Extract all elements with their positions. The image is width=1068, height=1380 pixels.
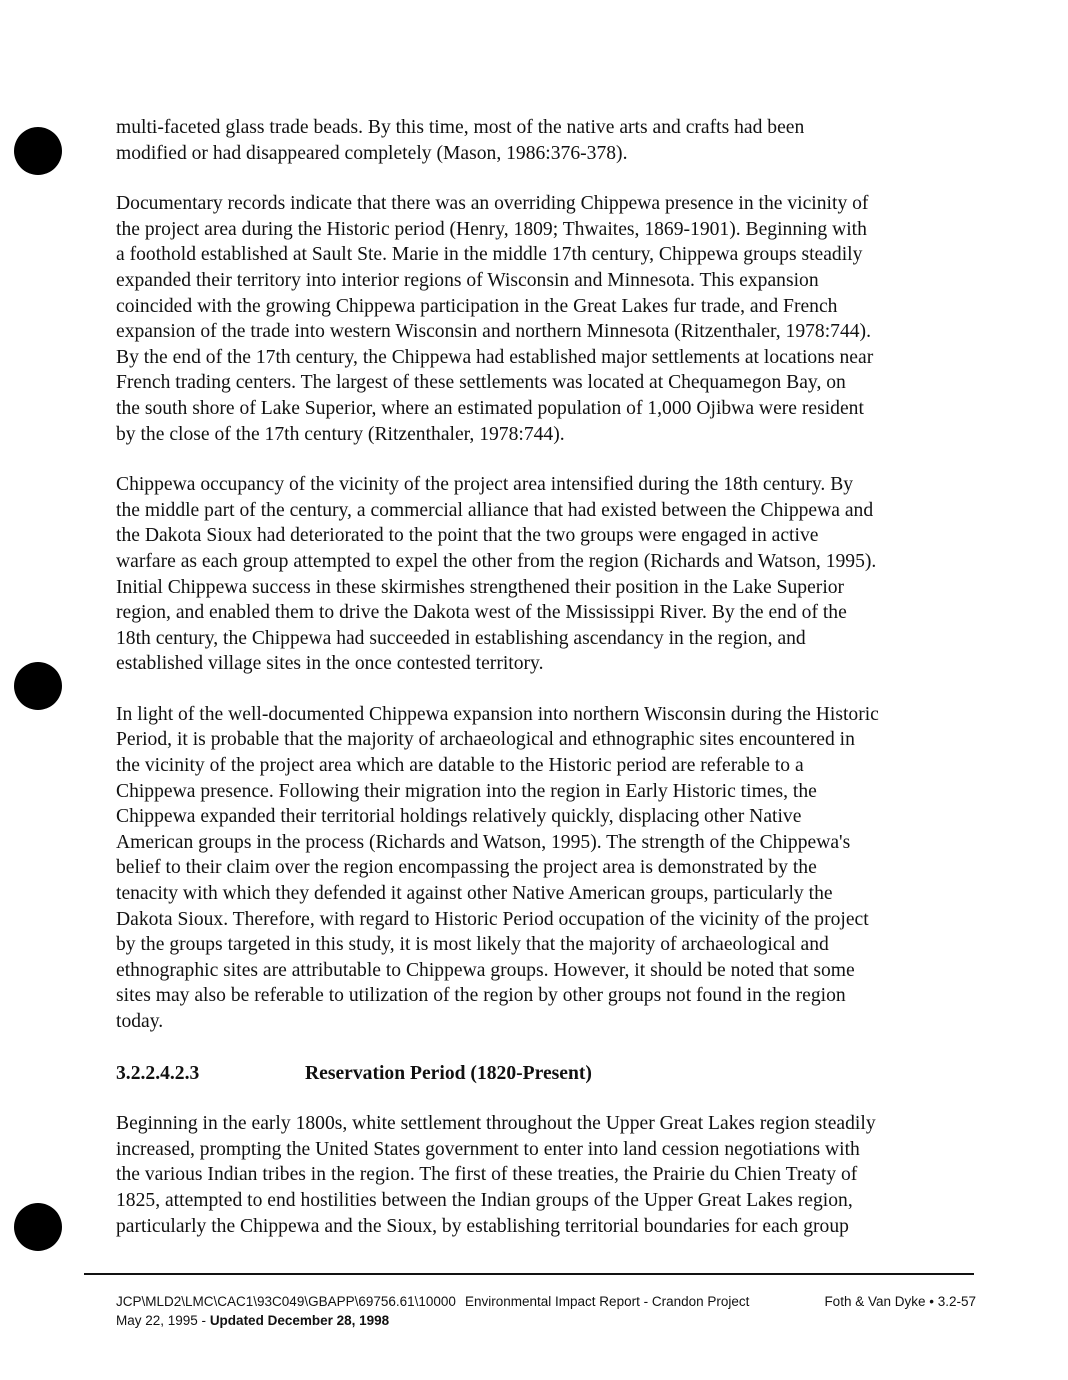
footer-file-path: JCP\MLD2\LMC\CAC1\93C049\GBAPP\69756.61\10000 [116, 1294, 456, 1309]
section-number: 3.2.2.4.2.3 [116, 1062, 200, 1084]
footer-date-original: May 22, 1995 - [116, 1313, 210, 1328]
footer-date [116, 1311, 976, 1330]
page-footer [116, 1292, 976, 1330]
paragraph: multi-faceted glass trade beads. By this time, most of the native arts and crafts had been modified or had disappeared completely (Mason, 1986:376-378). [116, 117, 805, 164]
paragraph: Beginning in the early 1800s, white settlement throughout the Upper Great Lakes region steadily increased, prompting the United States government to enter into land cession negotiations with the various Indian tribes in the region. The first of these treaties, the Prairie du Chien Treaty of 1825, attempted to end hostilities between the Indian groups of the Upper Great Lakes region, particularly the Chippewa and the Sioux, by establishing territorial boundaries for each group [116, 1113, 876, 1237]
footer-page-number: Foth & Van Dyke • 3.2-57 [824, 1294, 976, 1309]
punch-hole [14, 662, 62, 710]
punch-hole [14, 127, 62, 175]
footer-date-updated: Updated December 28, 1998 [209, 1313, 390, 1328]
punch-hole [14, 1203, 62, 1251]
section-title: Reservation Period (1820-Present) [305, 1062, 592, 1084]
page-body [116, 115, 948, 1239]
footer-report-title: Environmental Impact Report - Crandon Project [465, 1294, 750, 1309]
section-heading [116, 1061, 948, 1087]
paragraph: Chippewa occupancy of the vicinity of the project area intensified during the 18th century. By the middle part of the century, a commercial alliance that had existed between the Chippewa and the Dakota Sioux had deteriorated to the point that the two groups were engaged in active warfare as each group attempted to expel the other from the region (Richards and Watson, 1995). Initial Chippewa success in these skirmishes strengthened their position in the Lake Superior region, and enabled them to drive the Dakota west of the Mississippi River. By the end of the 18th century, the Chippewa had succeeded in establishing ascendancy in the region, and established village sites in the once contested territory. [116, 474, 877, 675]
paragraph: In light of the well-documented Chippewa expansion into northern Wisconsin during the Historic Period, it is probable that the majority of archaeological and ethnographic sites encountered in the vicinity of the project area which are datable to the Historic period are referable to a Chippewa presence. Following their migration into the region in Early Historic times, the Chippewa expanded their territorial holdings relatively quickly, displacing other Native American groups in the process (Richards and Watson, 1995). The strength of the Chippewa's belief to their claim over the region encompassing the project area is demonstrated by the tenacity with which they defended it against other Native American groups, particularly the Dakota Sioux. Therefore, with regard to Historic Period occupation of the vicinity of the project by the groups targeted in this study, it is most likely that the majority of archaeological and ethnographic sites are attributable to Chippewa groups. However, it should be noted that some sites may also be referable to utilization of the region by other groups not found in the region today. [116, 703, 879, 1032]
paragraph: Documentary records indicate that there was an overriding Chippewa presence in the vicinity of the project area during the Historic period (Henry, 1809; Thwaites, 1869-1901). Beginning with a foothold established at Sault Ste. Marie in the middle 17th century, Chippewa groups steadily expanded their territory into interior regions of Wisconsin and Minnesota. This expansion coincided with the growing Chippewa participation in the Great Lakes fur trade, and French expansion of the trade into western Wisconsin and northern Minnesota (Ritzenthaler, 1978:744). By the end of the 17th century, the Chippewa had established major settlements at locations near French trading centers. The largest of these settlements was located at Chequamegon Bay, on the south shore of Lake Superior, where an estimated population of 1,000 Ojibwa were resident by the close of the 17th century (Ritzenthaler, 1978:744). [116, 193, 874, 445]
footer-rule [84, 1273, 974, 1275]
